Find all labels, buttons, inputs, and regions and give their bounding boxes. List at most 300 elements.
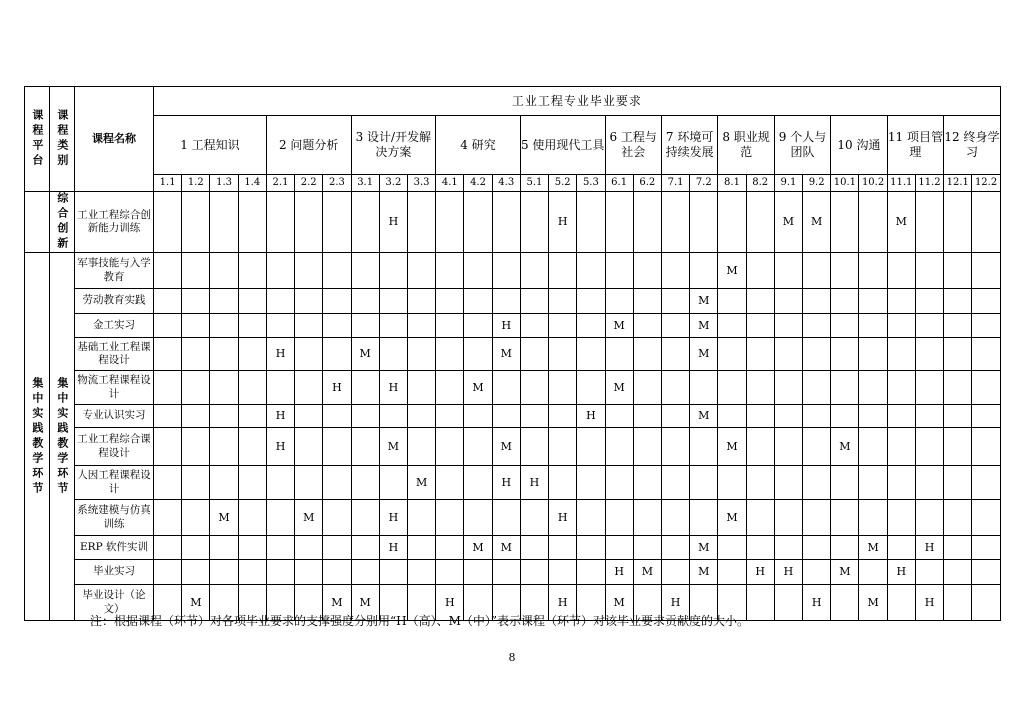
support-cell: [803, 371, 831, 405]
table-row: [25, 192, 1001, 253]
support-cell: [182, 466, 210, 500]
sub-requirement-10-2: 10.2: [859, 175, 887, 192]
support-cell: [859, 253, 887, 289]
support-cell: [549, 338, 577, 371]
support-cell: [549, 536, 577, 560]
support-cell: [915, 560, 943, 585]
support-cell: [577, 466, 605, 500]
support-cell: [633, 314, 661, 338]
support-cell: M: [803, 192, 831, 253]
support-cell: [436, 428, 464, 466]
support-cell: [972, 428, 1000, 466]
support-cell: M: [690, 314, 718, 338]
support-cell: [549, 405, 577, 428]
support-cell: [746, 405, 774, 428]
support-cell: M: [831, 428, 859, 466]
support-cell: [831, 338, 859, 371]
support-cell: M: [718, 253, 746, 289]
support-cell: M: [718, 428, 746, 466]
support-cell: [323, 500, 351, 536]
support-cell: [661, 560, 689, 585]
support-cell: M: [182, 585, 210, 621]
support-cell: [633, 289, 661, 314]
support-cell: [887, 405, 915, 428]
sub-requirement-4-2: 4.2: [464, 175, 492, 192]
support-cell: [407, 338, 435, 371]
support-cell: [520, 560, 548, 585]
support-cell: [295, 371, 323, 405]
support-cell: H: [915, 536, 943, 560]
support-cell: [661, 405, 689, 428]
support-cell: H: [746, 560, 774, 585]
page-number: 8: [508, 651, 516, 664]
support-cell: [266, 371, 294, 405]
support-cell: [803, 536, 831, 560]
support-cell: [351, 405, 379, 428]
support-cell: [238, 500, 266, 536]
sub-requirement-5-1: 5.1: [520, 175, 548, 192]
support-cell: [859, 405, 887, 428]
support-cell: [154, 405, 182, 428]
support-cell: [323, 314, 351, 338]
support-cell: [323, 466, 351, 500]
support-cell: H: [577, 405, 605, 428]
support-cell: [295, 466, 323, 500]
support-cell: [718, 466, 746, 500]
support-cell: [803, 466, 831, 500]
support-cell: [182, 314, 210, 338]
support-cell: [690, 253, 718, 289]
support-cell: [746, 192, 774, 253]
support-cell: [944, 585, 972, 621]
table-row: [25, 466, 1001, 500]
support-cell: [182, 536, 210, 560]
support-cell: [210, 560, 238, 585]
support-cell: [887, 253, 915, 289]
requirement-header-2: 2 问题分析: [266, 116, 351, 175]
support-cell: [915, 314, 943, 338]
support-cell: [295, 253, 323, 289]
support-cell: M: [351, 585, 379, 621]
category-cell-text: 综合创新: [55, 192, 69, 252]
support-cell: [803, 405, 831, 428]
support-cell: [154, 466, 182, 500]
support-cell: [718, 314, 746, 338]
support-cell: [295, 560, 323, 585]
support-cell: [266, 500, 294, 536]
support-cell: H: [379, 500, 407, 536]
support-cell: [746, 585, 774, 621]
requirement-header-10: 10 沟通: [831, 116, 887, 175]
support-cell: [520, 500, 548, 536]
support-cell: [577, 253, 605, 289]
support-cell: [718, 338, 746, 371]
support-cell: [661, 338, 689, 371]
requirement-header-7: 7 环境可持续发展: [661, 116, 717, 175]
support-cell: [464, 314, 492, 338]
table-row: [25, 428, 1001, 466]
header-category-text: 课程类别: [55, 109, 69, 169]
support-cell: [323, 192, 351, 253]
support-cell: M: [887, 192, 915, 253]
support-cell: [803, 289, 831, 314]
support-cell: [746, 253, 774, 289]
support-cell: [210, 192, 238, 253]
support-cell: [690, 466, 718, 500]
support-cell: [859, 500, 887, 536]
support-cell: [915, 405, 943, 428]
sub-requirement-11-2: 11.2: [915, 175, 943, 192]
support-cell: [549, 560, 577, 585]
support-cell: [436, 192, 464, 253]
requirements-matrix-table: [24, 86, 1001, 621]
support-cell: H: [803, 585, 831, 621]
support-cell: [266, 314, 294, 338]
support-cell: [492, 289, 520, 314]
support-cell: [549, 253, 577, 289]
support-cell: [464, 289, 492, 314]
support-cell: [746, 338, 774, 371]
support-cell: [295, 338, 323, 371]
support-cell: [944, 536, 972, 560]
support-cell: H: [379, 536, 407, 560]
course-name-cell: 基础工业工程课程设计: [75, 338, 154, 371]
sub-requirement-1-4: 1.4: [238, 175, 266, 192]
support-cell: [803, 560, 831, 585]
support-cell: [407, 560, 435, 585]
support-cell: [746, 466, 774, 500]
support-cell: [407, 253, 435, 289]
support-cell: [605, 500, 633, 536]
support-cell: [492, 500, 520, 536]
category-cell: [50, 192, 75, 253]
support-cell: [972, 338, 1000, 371]
support-cell: [690, 371, 718, 405]
support-cell: M: [859, 585, 887, 621]
support-cell: H: [379, 192, 407, 253]
support-cell: [774, 585, 802, 621]
support-cell: [549, 314, 577, 338]
support-cell: [210, 466, 238, 500]
platform-cell: [25, 253, 50, 621]
support-cell: M: [492, 338, 520, 371]
support-cell: [944, 405, 972, 428]
support-cell: [661, 289, 689, 314]
support-cell: [577, 338, 605, 371]
support-cell: [661, 466, 689, 500]
support-cell: [915, 338, 943, 371]
support-cell: [492, 560, 520, 585]
support-cell: [520, 371, 548, 405]
support-cell: [831, 289, 859, 314]
support-cell: [436, 466, 464, 500]
support-cell: [266, 466, 294, 500]
support-cell: [944, 192, 972, 253]
support-cell: [605, 466, 633, 500]
support-cell: [774, 466, 802, 500]
support-cell: [915, 466, 943, 500]
support-cell: H: [661, 585, 689, 621]
support-cell: [379, 405, 407, 428]
support-cell: [407, 192, 435, 253]
support-cell: [351, 536, 379, 560]
support-cell: [210, 338, 238, 371]
sub-requirement-10-1: 10.1: [831, 175, 859, 192]
support-cell: M: [633, 560, 661, 585]
support-cell: [436, 560, 464, 585]
course-name-cell: 劳动教育实践: [75, 289, 154, 314]
support-cell: [831, 500, 859, 536]
support-cell: M: [831, 560, 859, 585]
support-cell: [238, 371, 266, 405]
support-cell: [436, 371, 464, 405]
support-cell: [605, 428, 633, 466]
support-cell: [549, 466, 577, 500]
table-row: [25, 500, 1001, 536]
support-cell: [633, 253, 661, 289]
support-cell: [887, 428, 915, 466]
sub-requirement-12-1: 12.1: [944, 175, 972, 192]
support-cell: M: [492, 428, 520, 466]
support-cell: [351, 560, 379, 585]
support-cell: [605, 289, 633, 314]
sub-requirement-3-1: 3.1: [351, 175, 379, 192]
support-cell: [436, 536, 464, 560]
support-cell: [295, 314, 323, 338]
support-cell: [887, 466, 915, 500]
support-cell: [915, 192, 943, 253]
support-cell: [266, 253, 294, 289]
support-cell: [633, 466, 661, 500]
support-cell: [661, 536, 689, 560]
support-cell: [887, 371, 915, 405]
support-cell: [266, 192, 294, 253]
support-cell: [887, 289, 915, 314]
support-cell: [238, 466, 266, 500]
support-cell: H: [492, 466, 520, 500]
table-row: [25, 289, 1001, 314]
support-cell: [520, 314, 548, 338]
support-cell: [972, 560, 1000, 585]
support-cell: H: [549, 500, 577, 536]
sub-requirement-3-3: 3.3: [407, 175, 435, 192]
course-name-cell: 工业工程综合课程设计: [75, 428, 154, 466]
support-cell: H: [549, 192, 577, 253]
support-cell: [831, 371, 859, 405]
support-cell: [238, 428, 266, 466]
support-cell: [210, 289, 238, 314]
support-cell: [972, 253, 1000, 289]
support-cell: [577, 289, 605, 314]
header-platform-text: 课程平台: [30, 109, 44, 169]
support-cell: [718, 289, 746, 314]
support-cell: [464, 192, 492, 253]
support-cell: [464, 338, 492, 371]
support-cell: [520, 253, 548, 289]
support-cell: [520, 536, 548, 560]
support-cell: [210, 536, 238, 560]
support-cell: [746, 314, 774, 338]
sub-requirement-5-2: 5.2: [549, 175, 577, 192]
table-row: [25, 371, 1001, 405]
support-cell: M: [464, 371, 492, 405]
requirement-header-12: 12 终身学习: [944, 116, 1001, 175]
support-cell: [944, 338, 972, 371]
support-cell: [407, 371, 435, 405]
support-cell: [774, 314, 802, 338]
support-cell: [915, 428, 943, 466]
support-cell: [972, 585, 1000, 621]
support-cell: [774, 253, 802, 289]
category-cell-text: 集中实践教学环节: [55, 376, 69, 497]
support-cell: [915, 500, 943, 536]
support-cell: [238, 536, 266, 560]
support-cell: [520, 289, 548, 314]
support-cell: [774, 289, 802, 314]
support-cell: [379, 466, 407, 500]
support-cell: [774, 405, 802, 428]
support-cell: [944, 289, 972, 314]
support-cell: [154, 428, 182, 466]
support-cell: [577, 314, 605, 338]
support-cell: [831, 253, 859, 289]
support-cell: [407, 428, 435, 466]
support-cell: [464, 405, 492, 428]
support-cell: [746, 536, 774, 560]
sub-requirement-11-1: 11.1: [887, 175, 915, 192]
course-name-cell: 专业认识实习: [75, 405, 154, 428]
support-cell: [972, 192, 1000, 253]
support-cell: [154, 192, 182, 253]
requirement-header-1: 1 工程知识: [154, 116, 267, 175]
support-cell: [887, 338, 915, 371]
platform-cell-text: 集中实践教学环节: [30, 376, 44, 497]
support-cell: [803, 253, 831, 289]
support-cell: [831, 536, 859, 560]
support-cell: [803, 338, 831, 371]
support-cell: [238, 253, 266, 289]
support-cell: [295, 192, 323, 253]
support-cell: [915, 253, 943, 289]
sub-requirement-9-1: 9.1: [774, 175, 802, 192]
support-cell: M: [690, 536, 718, 560]
support-cell: [633, 500, 661, 536]
support-cell: [633, 338, 661, 371]
support-cell: [464, 253, 492, 289]
support-cell: [182, 560, 210, 585]
support-cell: H: [266, 338, 294, 371]
support-cell: [436, 338, 464, 371]
table-row: [25, 314, 1001, 338]
course-name-cell: 军事技能与入学教育: [75, 253, 154, 289]
support-cell: [520, 338, 548, 371]
support-cell: [182, 371, 210, 405]
support-cell: [351, 289, 379, 314]
support-cell: [492, 253, 520, 289]
support-cell: [238, 289, 266, 314]
course-name-cell: 物流工程课程设计: [75, 371, 154, 405]
sub-requirement-7-2: 7.2: [690, 175, 718, 192]
support-cell: [154, 289, 182, 314]
support-cell: [605, 192, 633, 253]
support-cell: [661, 371, 689, 405]
sub-requirement-1-1: 1.1: [154, 175, 182, 192]
support-cell: [859, 560, 887, 585]
support-cell: M: [351, 338, 379, 371]
table-row: [25, 536, 1001, 560]
support-cell: [887, 536, 915, 560]
support-cell: [803, 428, 831, 466]
support-cell: [154, 500, 182, 536]
support-cell: [323, 428, 351, 466]
support-cell: [944, 466, 972, 500]
support-cell: [661, 314, 689, 338]
sub-requirement-12-2: 12.2: [972, 175, 1000, 192]
sub-requirement-2-3: 2.3: [323, 175, 351, 192]
support-cell: [182, 253, 210, 289]
sub-requirement-4-1: 4.1: [436, 175, 464, 192]
support-cell: M: [605, 585, 633, 621]
support-cell: [887, 500, 915, 536]
support-cell: H: [774, 560, 802, 585]
support-cell: [492, 405, 520, 428]
support-cell: H: [266, 428, 294, 466]
support-cell: [577, 371, 605, 405]
support-cell: [464, 428, 492, 466]
support-cell: [492, 371, 520, 405]
header-course-name: 课程名称: [75, 87, 154, 192]
support-cell: [295, 536, 323, 560]
requirement-header-9: 9 个人与团队: [774, 116, 830, 175]
sub-requirement-7-1: 7.1: [661, 175, 689, 192]
course-name-cell: 系统建模与仿真训练: [75, 500, 154, 536]
support-cell: [238, 338, 266, 371]
support-cell: [972, 500, 1000, 536]
support-cell: H: [549, 585, 577, 621]
support-cell: H: [266, 405, 294, 428]
support-cell: [831, 192, 859, 253]
support-cell: [831, 585, 859, 621]
support-cell: [944, 428, 972, 466]
support-cell: [436, 314, 464, 338]
support-cell: M: [690, 289, 718, 314]
support-cell: [182, 192, 210, 253]
support-cell: [661, 253, 689, 289]
support-cell: [182, 500, 210, 536]
support-cell: [774, 428, 802, 466]
support-cell: [859, 371, 887, 405]
support-cell: [887, 585, 915, 621]
sub-requirement-8-1: 8.1: [718, 175, 746, 192]
support-cell: [859, 314, 887, 338]
support-cell: M: [407, 466, 435, 500]
support-cell: [577, 428, 605, 466]
support-cell: [436, 500, 464, 536]
support-cell: M: [464, 536, 492, 560]
support-cell: [210, 253, 238, 289]
support-cell: [633, 536, 661, 560]
support-cell: [718, 536, 746, 560]
support-cell: [379, 338, 407, 371]
table-row: [25, 338, 1001, 371]
sub-requirement-9-2: 9.2: [803, 175, 831, 192]
support-cell: [154, 253, 182, 289]
support-cell: [351, 371, 379, 405]
requirement-header-5: 5 使用现代工具: [520, 116, 605, 175]
support-cell: H: [887, 560, 915, 585]
footnote: 注：根据课程（环节）对各项毕业要求的支撑强度分别用“H（高）、M（中）”表示课程（环节）对该毕业要求贡献度的大小。: [90, 614, 750, 628]
support-cell: [351, 253, 379, 289]
